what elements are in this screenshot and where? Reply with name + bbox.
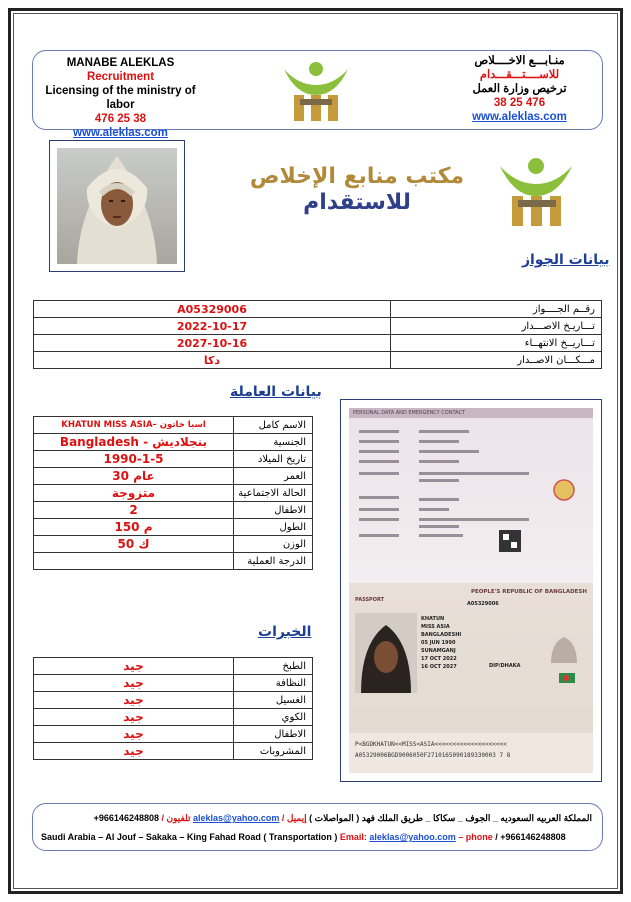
table-row bbox=[34, 658, 313, 675]
license-ar: ترخيص وزارة العمل bbox=[472, 83, 567, 95]
passport-scan-image bbox=[349, 408, 593, 773]
company-logo-icon bbox=[278, 55, 354, 125]
passport-surname: KHATUN bbox=[421, 616, 445, 622]
passport-section-title: بيانات الجواز bbox=[522, 252, 610, 268]
passport-emergency-header: PERSONAL DATA AND EMERGENCY CONTACT bbox=[349, 408, 593, 418]
passport-country: PEOPLE'S REPUBLIC OF BANGLADESH bbox=[470, 589, 587, 595]
cooking-value: جيد bbox=[34, 658, 234, 675]
table-row bbox=[34, 434, 313, 451]
passport-bio-fields bbox=[421, 615, 461, 671]
footer bbox=[32, 803, 603, 851]
passport-portrait-icon bbox=[355, 613, 417, 693]
person-portrait-icon bbox=[57, 148, 177, 264]
footer-english bbox=[41, 832, 566, 842]
company-sub-ar: للاســــتـــقـــدام bbox=[479, 69, 560, 81]
table-row bbox=[34, 709, 313, 726]
nationality-value: Bangladesh - بنجلاديش bbox=[34, 434, 234, 451]
table-row bbox=[34, 553, 313, 570]
ironing-value: جيد bbox=[34, 709, 234, 726]
issue-date-label: تـــاريـخ الاصـــدار bbox=[391, 318, 602, 335]
full-name-value: KHATUN MISS ASIA– اسيا خاتون bbox=[34, 417, 234, 434]
footer-en-phone: / +966146248808 bbox=[495, 832, 566, 842]
washing-label: الغسيل bbox=[234, 692, 313, 709]
letterhead bbox=[32, 50, 603, 139]
passport-dob: 05 JUN 1990 bbox=[421, 640, 456, 646]
passport-mrz bbox=[349, 733, 593, 773]
footer-en-email-label: Email: bbox=[339, 832, 370, 842]
experience-section-title: الخبرات bbox=[258, 624, 312, 640]
weight-value: 50 ك bbox=[34, 536, 234, 553]
drinks-value: جيد bbox=[34, 743, 234, 760]
passport-authority: DIP/DHAKA bbox=[489, 663, 521, 669]
childcare-value: جيد bbox=[34, 726, 234, 743]
letterhead-arabic bbox=[437, 54, 602, 124]
drinks-label: المشروبات bbox=[234, 743, 313, 760]
brand-text bbox=[232, 164, 482, 216]
passport-mrz-line-1: P<BGDKHATUN<<MISS<ASIA<<<<<<<<<<<<<<<<<<<< bbox=[355, 741, 507, 748]
passport-mrz-line-2: A05329006BGD9006050F2710165090189330003 7 8 bbox=[355, 752, 511, 759]
table-row bbox=[34, 743, 313, 760]
worker-photo-image bbox=[57, 148, 177, 264]
footer-en-phone-label: – phone bbox=[455, 832, 496, 842]
childcare-label: الاطفال bbox=[234, 726, 313, 743]
passport-scan bbox=[340, 399, 602, 782]
children-value: 2 bbox=[34, 502, 234, 519]
footer-ar-email-label: إيميل / bbox=[281, 813, 307, 823]
company-sub-en: Recruitment bbox=[86, 71, 155, 83]
full-name-label: الاسم كامل bbox=[234, 417, 313, 434]
website-link-en[interactable]: www.aleklas.com bbox=[73, 127, 168, 139]
passport-place: SUNAMGANJ bbox=[421, 648, 456, 654]
weight-label: الوزن bbox=[234, 536, 313, 553]
washing-value: جيد bbox=[34, 692, 234, 709]
worker-section-title: بيانات العاملة bbox=[230, 384, 322, 400]
license-en: Licensing of the ministry of labor bbox=[45, 85, 196, 111]
passport-table bbox=[33, 300, 602, 369]
expiry-date-label: تـــاريــخ الانتهــاء bbox=[391, 335, 602, 352]
worker-table bbox=[33, 416, 313, 570]
table-row bbox=[34, 675, 313, 692]
issue-place-value: دكا bbox=[34, 352, 391, 369]
phone-en: 476 25 38 bbox=[94, 113, 147, 125]
education-label: الدرجة العملية bbox=[234, 553, 313, 570]
table-row bbox=[34, 502, 313, 519]
nationality-label: الجنسية bbox=[234, 434, 313, 451]
passport-ghost-photo-icon bbox=[539, 623, 589, 693]
footer-ar-phone-label: تلفيون / bbox=[161, 813, 191, 823]
footer-arabic bbox=[94, 813, 592, 824]
education-value bbox=[34, 553, 234, 570]
issue-date-value: 2022-10-17 bbox=[34, 318, 391, 335]
height-value: 150 م bbox=[34, 519, 234, 536]
age-label: العمر bbox=[234, 468, 313, 485]
table-row bbox=[34, 301, 602, 318]
worker-photo bbox=[49, 140, 185, 272]
expiry-date-value: 2027-10-16 bbox=[34, 335, 391, 352]
marital-status-label: الحالة الاجتماعية bbox=[234, 485, 313, 502]
passport-emergency-page bbox=[349, 408, 593, 583]
table-row bbox=[34, 692, 313, 709]
passport-nationality: BANGLADESHI bbox=[421, 632, 462, 638]
children-label: الاطفال bbox=[234, 502, 313, 519]
cooking-label: الطبخ bbox=[234, 658, 313, 675]
marital-status-value: متزوجة bbox=[34, 485, 234, 502]
table-row bbox=[34, 352, 602, 369]
passport-fields-icon bbox=[349, 420, 593, 580]
cleaning-value: جيد bbox=[34, 675, 234, 692]
brand-line-1: مكتب منابع الإخلاص bbox=[249, 164, 465, 189]
passport-issue-date: 17 OCT 2022 bbox=[421, 656, 457, 662]
passport-number-value: A05329006 bbox=[34, 301, 391, 318]
company-name-ar: منـابـــع الاخــــلاص bbox=[474, 55, 565, 67]
cleaning-label: النظافة bbox=[234, 675, 313, 692]
footer-ar-email[interactable]: aleklas@yahoo.com bbox=[193, 813, 280, 823]
table-row bbox=[34, 335, 602, 352]
phone-ar: 476 25 38 bbox=[493, 97, 546, 109]
table-row bbox=[34, 536, 313, 553]
table-row bbox=[34, 318, 602, 335]
letterhead-english bbox=[33, 56, 208, 140]
table-row bbox=[34, 451, 313, 468]
brand-logo-icon bbox=[494, 150, 578, 230]
footer-ar-phone: +966146248808 bbox=[93, 813, 159, 823]
company-name-en: MANABE ALEKLAS bbox=[66, 57, 175, 69]
height-label: الطول bbox=[234, 519, 313, 536]
footer-en-address: Saudi Arabia – Al Jouf – Sakaka – King Fahad Road ( Transportation ) bbox=[41, 832, 340, 842]
table-row bbox=[34, 726, 313, 743]
table-row bbox=[34, 485, 313, 502]
table-row bbox=[34, 519, 313, 536]
ironing-label: الكوي bbox=[234, 709, 313, 726]
passport-number: A05329006 bbox=[467, 601, 499, 607]
brand-line-2: للاستقدام bbox=[303, 190, 411, 215]
table-row bbox=[34, 417, 313, 434]
passport-given-name: MISS ASIA bbox=[421, 624, 450, 630]
footer-ar-address: المملكة العربيه السعوديه _ الجوف _ سكاكا _ طريق الملك فهد ( المواصلات ) bbox=[309, 813, 592, 823]
brand-banner bbox=[232, 150, 582, 230]
table-row bbox=[34, 468, 313, 485]
footer-en-email[interactable]: aleklas@yahoo.com bbox=[369, 832, 456, 842]
passport-type-label: PASSPORT bbox=[355, 597, 385, 603]
passport-expiry-date: 16 OCT 2027 bbox=[421, 664, 457, 670]
passport-number-label: رقــم الجــــواز bbox=[391, 301, 602, 318]
birth-date-label: تاريخ الميلاد bbox=[234, 451, 313, 468]
experience-table bbox=[33, 657, 313, 760]
age-value: 30 عام bbox=[34, 468, 234, 485]
issue-place-label: مـــكـــان الاصــدار bbox=[391, 352, 602, 369]
passport-photo bbox=[355, 613, 417, 693]
birth-date-value: 1990-1-5 bbox=[34, 451, 234, 468]
website-link-ar[interactable]: www.aleklas.com bbox=[472, 111, 567, 123]
